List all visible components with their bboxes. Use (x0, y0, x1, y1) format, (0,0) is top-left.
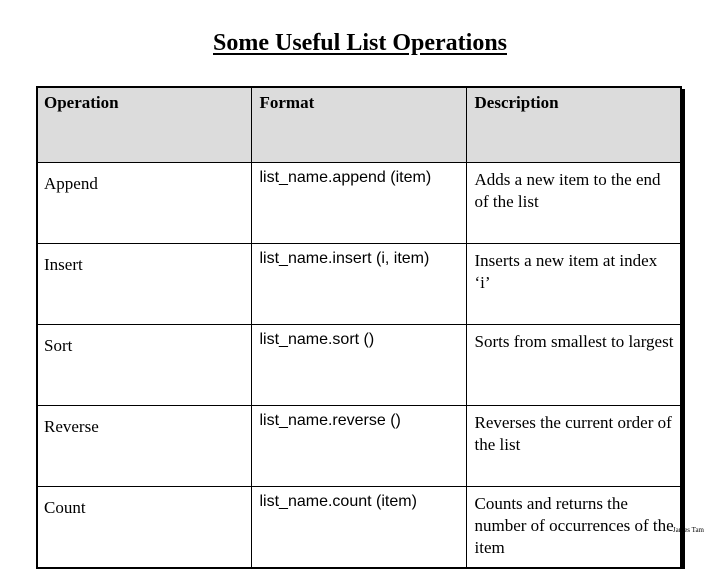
description-cell: Adds a new item to the end of the list (466, 163, 681, 244)
author-footer: James Tam (672, 526, 704, 534)
table-row (37, 244, 681, 325)
operation-cell: Insert (37, 244, 251, 325)
operation-cell: Sort (37, 325, 251, 406)
format-cell: list_name.reverse () (251, 406, 466, 487)
operation-cell: Append (37, 163, 251, 244)
table-header-row (37, 87, 681, 163)
list-operations-table (36, 86, 682, 569)
header-operation: Operation (37, 87, 251, 163)
table-row (37, 325, 681, 406)
description-cell: Counts and returns the number of occurrences of the item (466, 487, 681, 569)
table-row (37, 406, 681, 487)
table-row (37, 487, 681, 569)
description-cell: Sorts from smallest to largest (466, 325, 681, 406)
header-description: Description (466, 87, 681, 163)
operation-cell: Reverse (37, 406, 251, 487)
page-title: Some Useful List Operations (213, 30, 507, 56)
format-cell: list_name.insert (i, item) (251, 244, 466, 325)
format-cell: list_name.count (item) (251, 487, 466, 569)
description-cell: Reverses the current order of the list (466, 406, 681, 487)
operation-cell: Count (37, 487, 251, 569)
description-cell: Inserts a new item at index ‘i’ (466, 244, 681, 325)
format-cell: list_name.append (item) (251, 163, 466, 244)
table-row (37, 163, 681, 244)
format-cell: list_name.sort () (251, 325, 466, 406)
header-format: Format (251, 87, 466, 163)
